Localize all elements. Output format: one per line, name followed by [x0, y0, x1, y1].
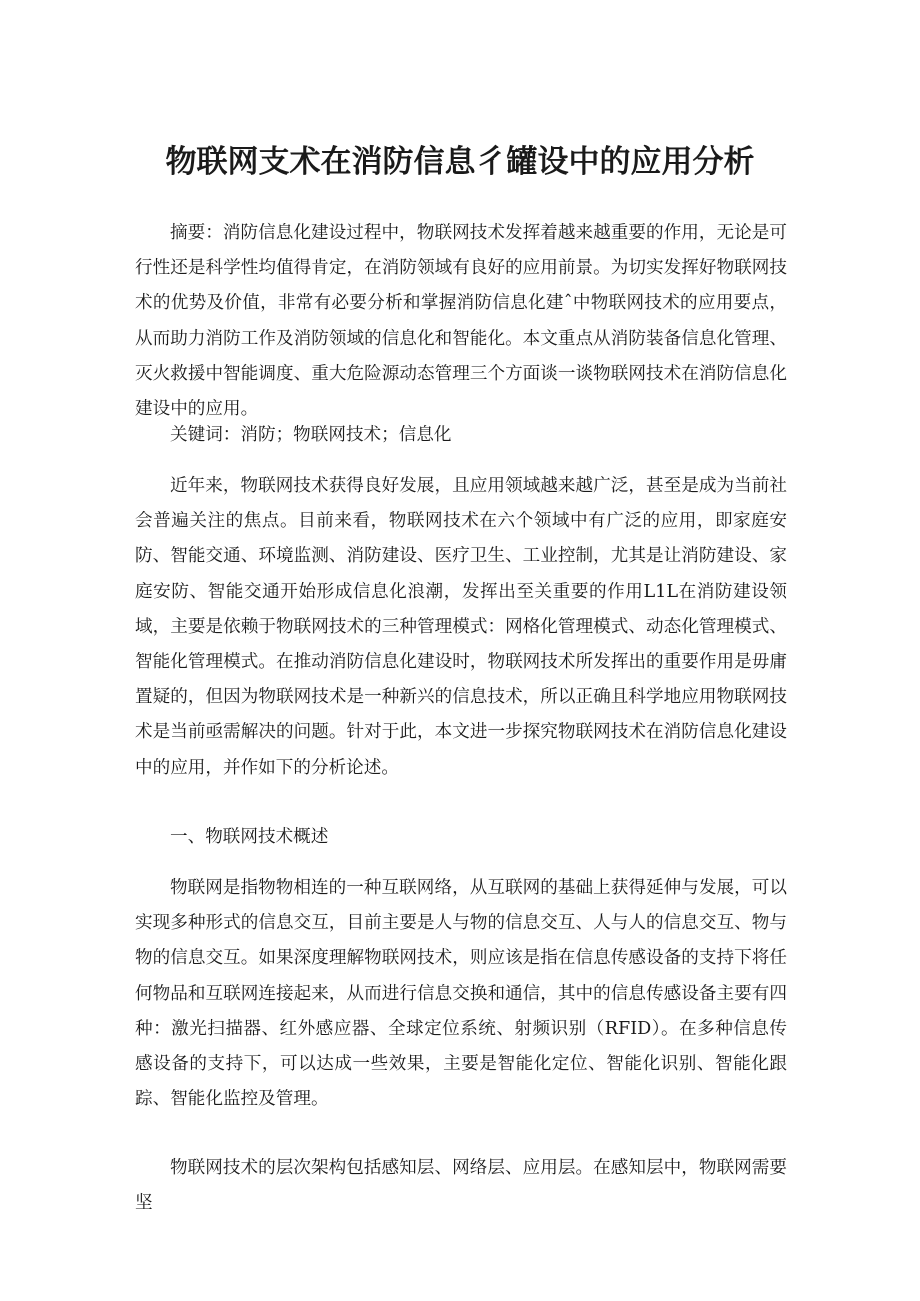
architecture-paragraph: 物联网技术的层次架构包括感知层、网络层、应用层。在感知层中，物联网需要坚 — [135, 1158, 787, 1214]
document-title: 物联网支术在消防信息彳罐设中的应用分析 — [165, 144, 755, 180]
intro-paragraph: 近年来，物联网技术获得良好发展，且应用领域越来越广泛，甚至是成为当前社会普遍关注的焦点。目前来看，物联网技术在六个领域中有广泛的应用，即家庭安防、智能交通、环境监测、消防建设、医疗卫生、工业控制，尤其是让消防建设、家庭安防、智能交通开始形成信息化浪潮，发挥出至关重要的作用L1L在消防建设领域，主要是依赖于物联网技术的三种管理模式：网格化管理模式、动态化管理模式、智能化管理模式。在推动消防信息化建设时，物联网技术所发挥出的重要作用是毋庸置疑的，但因为物联网技术是一种新兴的信息技术，所以正确且科学地应用物联网技术是当前亟需解决的问题。针对于此，本文进一步探究物联网技术在消防信息化建设中的应用，并作如下的分析论述。 — [135, 476, 787, 778]
definition-paragraph: 物联网是指物物相连的一种互联网络，从互联网的基础上获得延伸与发展，可以实现多种形式的信息交互，目前主要是人与物的信息交互、人与人的信息交互、物与物的信息交互。如果深度理解物联网技术，则应该是指在信息传感设备的支持下将任何物品和互联网连接起来，从而进行信息交换和通信，其中的信息传感设备主要有四种：激光扫描器、红外感应器、全球定位系统、射频识别（RFID）。在多种信息传感设备的支持下，可以达成一些效果，主要是智能化定位、智能化识别、智能化跟踪、智能化监控及管理。 — [135, 878, 787, 1110]
keywords-line: 关键词：消防；物联网技术；信息化 — [170, 425, 452, 445]
section-heading-overview: 一、物联网技术概述 — [170, 827, 329, 847]
abstract-paragraph: 摘要：消防信息化建设过程中，物联网技术发挥着越来越重要的作用，无论是可行性还是科学性均值得肯定，在消防领域有良好的应用前景。为切实发挥好物联网技术的优势及价值，非常有必要分析和掌握消防信息化建ˆ中物联网技术的应用要点，从而助力消防工作及消防领域的信息化和智能化。本文重点从消防装备信息化管理、灭火救援中智能调度、重大危险源动态管理三个方面谈一谈物联网技术在消防信息化建设中的应用。 — [135, 223, 787, 420]
